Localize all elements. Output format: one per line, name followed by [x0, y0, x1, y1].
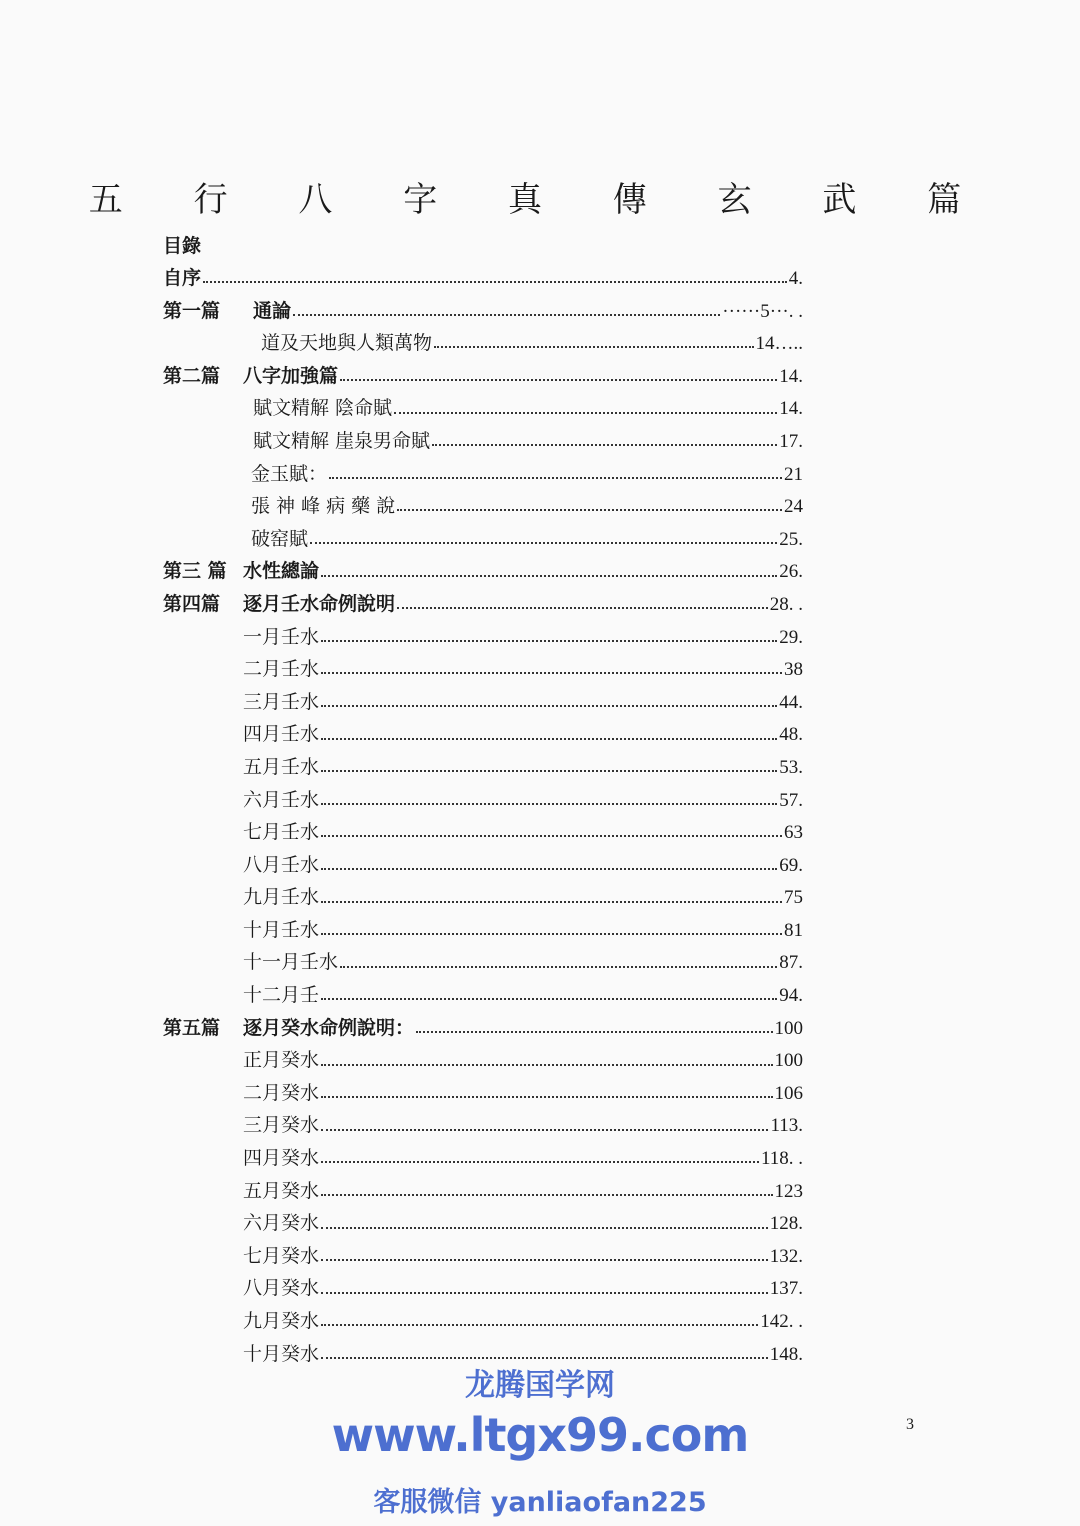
toc-entry-title: 八月壬水 — [243, 853, 320, 876]
dot-leader — [321, 1324, 758, 1326]
toc-entry — [163, 392, 803, 425]
toc-entry — [163, 588, 803, 621]
toc-entry-title: 五月壬水 — [243, 755, 320, 778]
toc-entry-title: 十月壬水 — [243, 918, 320, 941]
toc-entry — [163, 1109, 803, 1142]
toc-entry-title: 賦文精解 陰命賦 — [253, 397, 393, 420]
toc-entry — [163, 849, 803, 882]
toc-heading: 目錄 — [163, 235, 202, 257]
toc-entry — [163, 360, 803, 393]
dot-leader — [321, 1064, 772, 1066]
dot-leader — [434, 346, 753, 348]
toc-entry — [163, 523, 803, 556]
toc-page-number: 17. — [779, 430, 803, 452]
toc-entry — [163, 946, 803, 979]
dot-leader — [321, 1194, 772, 1196]
toc-page-number: 106 — [774, 1082, 803, 1104]
toc-entry-title: 八字加強篇 — [243, 364, 339, 387]
table-of-contents — [163, 230, 803, 1370]
toc-page-number: 87. — [779, 952, 803, 974]
toc-entry — [163, 718, 803, 751]
dot-leader — [321, 738, 777, 740]
document-title: 五 行 八 字 真 傳 玄 武 篇 — [88, 180, 992, 220]
toc-entry-title: 十一月壬水 — [243, 951, 339, 974]
page-number: 3 — [906, 1416, 914, 1433]
toc-page-number: 100 — [774, 1017, 803, 1039]
toc-page-number: 57. — [779, 789, 803, 811]
toc-page-number: 24 — [784, 496, 803, 518]
dot-leader — [321, 1129, 768, 1131]
toc-entry-title: 七月癸水 — [243, 1244, 320, 1267]
toc-entry-title: 五月癸水 — [243, 1179, 320, 1202]
toc-entry — [163, 490, 803, 523]
dot-leader — [321, 705, 777, 707]
toc-page-number: 137. — [769, 1278, 803, 1300]
toc-page-number: ······5···. . — [722, 300, 803, 322]
toc-page-number: 128. — [769, 1213, 803, 1235]
toc-entry — [163, 1240, 803, 1273]
toc-page-number: 148. — [769, 1343, 803, 1365]
toc-entry — [163, 816, 803, 849]
toc-page-number: 69. — [779, 854, 803, 876]
dot-leader — [321, 1161, 759, 1163]
toc-entry — [163, 555, 803, 588]
dot-leader — [321, 835, 782, 837]
toc-entry-title: 二月癸水 — [243, 1081, 320, 1104]
toc-entry-title: 十月癸水 — [243, 1342, 320, 1365]
dot-leader — [321, 1096, 772, 1098]
toc-page-number: 25. — [779, 528, 803, 550]
toc-entry — [163, 621, 803, 654]
toc-page-number: 81 — [784, 919, 803, 941]
toc-entry — [163, 1044, 803, 1077]
toc-entry — [163, 295, 803, 328]
toc-page-number: 48. — [779, 724, 803, 746]
toc-page-number: 63 — [784, 822, 803, 844]
toc-entry — [163, 881, 803, 914]
dot-leader — [321, 575, 777, 577]
toc-entry — [163, 914, 803, 947]
toc-entry-title: 九月癸水 — [243, 1310, 320, 1332]
toc-entry-title: 二月壬水 — [243, 658, 320, 681]
toc-page-number: 53. — [779, 756, 803, 778]
toc-page-number: 38 — [784, 659, 803, 681]
toc-entry-title: 道及天地與人類萬物 — [261, 332, 433, 355]
toc-entry-title: 九月壬水 — [243, 886, 320, 909]
toc-entry-title: 通論 — [253, 299, 292, 322]
toc-entry-title: 十二月壬 — [243, 984, 320, 1007]
toc-page-number: 123 — [774, 1180, 803, 1202]
dot-leader — [293, 314, 720, 316]
dot-leader — [321, 1357, 768, 1359]
toc-entry-title: 四月壬水 — [243, 723, 320, 746]
toc-entry-title: 六月壬水 — [243, 788, 320, 811]
toc-entry — [163, 327, 803, 360]
toc-page-number: 28. . — [769, 593, 803, 615]
toc-part-label: 第五篇 — [163, 1016, 221, 1039]
toc-entry — [163, 686, 803, 719]
dot-leader — [310, 542, 777, 544]
toc-entry-title: 逐月癸水命例說明： — [243, 1016, 415, 1039]
dot-leader — [321, 901, 782, 903]
toc-entry — [163, 1142, 803, 1175]
dot-leader — [321, 1292, 768, 1294]
toc-page-number: 75 — [784, 887, 803, 909]
toc-page-number: 142. . — [760, 1311, 803, 1332]
toc-entry — [163, 458, 803, 491]
toc-part-label: 第四篇 — [163, 592, 221, 615]
dot-leader — [397, 607, 768, 609]
toc-entry — [163, 784, 803, 817]
toc-entry-title: 一月壬水 — [243, 625, 320, 648]
dot-leader — [321, 640, 777, 642]
toc-entry-title: 六月癸水 — [243, 1212, 320, 1235]
dot-leader — [432, 444, 777, 446]
toc-entry-title: 三月癸水 — [243, 1114, 320, 1137]
toc-entry-title: 七月壬水 — [243, 821, 320, 844]
toc-entry-title: 破窑賦 — [251, 527, 309, 550]
toc-page-number: 4. — [788, 268, 803, 289]
dot-leader — [321, 770, 777, 772]
toc-entry-title: 水性總論 — [243, 560, 320, 583]
toc-page-number: 132. — [769, 1245, 803, 1267]
watermark-site-name: 龙腾国学网 — [465, 1368, 615, 1403]
toc-entry-title: 自序 — [163, 267, 202, 289]
dot-leader — [340, 379, 777, 381]
toc-entry — [163, 1305, 803, 1338]
toc-entry-title: 賦文精解 崖泉男命賦 — [253, 429, 431, 452]
toc-page-number: 100 — [774, 1050, 803, 1072]
watermark-contact: 客服微信 yanliaofan225 — [373, 1487, 707, 1518]
toc-part-label: 第三 篇 — [163, 560, 227, 583]
toc-page-number: 14. — [779, 365, 803, 387]
toc-page-number: 29. — [779, 626, 803, 648]
toc-entry-title: 三月壬水 — [243, 690, 320, 713]
toc-entries — [163, 262, 803, 1370]
toc-page-number: 21 — [784, 463, 803, 485]
toc-part-label: 第二篇 — [163, 364, 221, 387]
toc-entry — [163, 979, 803, 1012]
toc-entry — [163, 425, 803, 458]
dot-leader — [416, 1031, 772, 1033]
toc-page-number: 118. . — [760, 1148, 803, 1170]
dot-leader — [321, 868, 777, 870]
dot-leader — [340, 966, 777, 968]
toc-entry-title: 金玉賦： — [251, 462, 328, 485]
dot-leader — [321, 672, 782, 674]
toc-page-number: 26. — [779, 561, 803, 583]
toc-entry — [163, 751, 803, 784]
dot-leader — [321, 998, 777, 1000]
toc-entry — [163, 1175, 803, 1208]
dot-leader — [397, 509, 782, 511]
toc-page-number: 113. — [770, 1115, 803, 1137]
dot-leader — [321, 803, 777, 805]
toc-entry-title: 八月癸水 — [243, 1277, 320, 1300]
toc-entry — [163, 1012, 803, 1045]
toc-page-number: 44. — [779, 691, 803, 713]
dot-leader — [329, 477, 782, 479]
toc-entry-title: 四月癸水 — [243, 1147, 320, 1170]
toc-part-label: 第一篇 — [163, 299, 221, 322]
toc-entry — [163, 1272, 803, 1305]
dot-leader — [203, 281, 787, 283]
toc-page-number: 14….. — [755, 333, 803, 355]
dot-leader — [321, 933, 782, 935]
toc-entry — [163, 1207, 803, 1240]
toc-entry-title: 張 神 峰 病 藥 說 — [251, 495, 396, 518]
toc-entry — [163, 1077, 803, 1110]
toc-page-number: 14. — [779, 398, 803, 420]
toc-entry — [163, 262, 803, 295]
dot-leader — [394, 412, 777, 414]
dot-leader — [321, 1259, 768, 1261]
watermark-url[interactable]: www.ltgx99.com — [331, 1408, 749, 1462]
toc-entry-title: 逐月壬水命例說明 — [243, 592, 396, 615]
toc-entry-title: 正月癸水 — [243, 1049, 320, 1072]
toc-page-number: 94. — [779, 985, 803, 1007]
dot-leader — [321, 1227, 768, 1229]
toc-entry — [163, 653, 803, 686]
